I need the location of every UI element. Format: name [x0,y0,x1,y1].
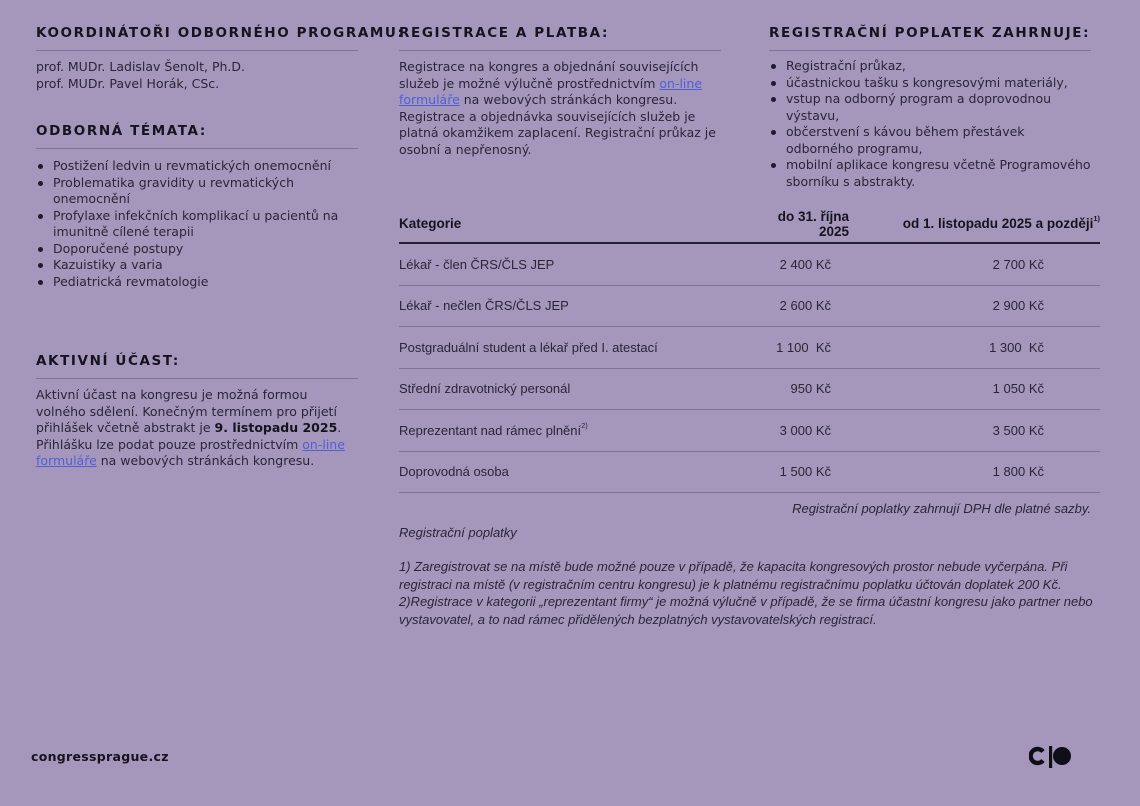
includes-item: občerstvení s kávou během přestávek odborného programu, [769,124,1091,157]
middle-column [399,0,721,158]
online-form-link[interactable]: on-line formuláře [399,75,703,107]
active-participation-section [36,353,358,470]
bullet-icon [38,164,43,169]
bullet-icon [771,130,776,135]
includes-list [769,58,1091,190]
fee-late: 2 700 Kč [992,256,1044,272]
includes-section [769,25,1091,190]
fee-category: Lékař - člen ČRS/ČLS JEP [399,256,555,272]
fee-table [399,205,1100,493]
fee-late: 1 800 Kč [992,464,1044,480]
footnote-ref: 2) [581,420,588,430]
bullet-icon [38,181,43,186]
coordinators-section [36,25,405,92]
right-column [769,0,1091,190]
bullet-icon [771,81,776,86]
bullet-icon [38,247,43,252]
bullet-icon [38,280,43,285]
bullet-icon [771,64,776,69]
fee-late: 2 900 Kč [992,298,1044,314]
footer-website-link[interactable]: congressprague.cz [31,749,169,764]
active-text: Aktivní účast na kongresu je možná formou volného sdělení. Konečným termínem pro přijetí přihlášek včetně abstrakt je 9. listopadu 2025. Přihlášku lze podat pouze prostřednictvím on-line formuláře na webových stránkách kongresu. [36,387,345,468]
bullet-icon [771,163,776,168]
coordinators-list [36,59,358,92]
fee-early: 1 500 Kč [779,464,831,480]
notes-title: Registrační poplatky [399,524,517,540]
topics-heading: ODBORNÁ TÉMATA: [36,123,358,149]
fee-late: 1 300 Kč [989,339,1044,355]
fee-category: Lékař - nečlen ČRS/ČLS JEP [399,298,569,314]
includes-heading: REGISTRAČNÍ POPLATEK ZAHRNUJE: [769,25,1091,51]
header-late: od 1. listopadu 2025 a později$^{1)}$ [902,214,1100,231]
active-heading: AKTIVNÍ ÚČAST: [36,353,358,379]
topic-item: Kazuistiky a varia [36,257,358,274]
fee-early: 2 400 Kč [779,256,831,272]
fee-late: 1 050 Kč [992,381,1044,397]
footnote-1: 1) Zaregistrovat se na místě bude možné pouze v případě, že kapacita kongresových prostor nebude vyčerpána. Při registraci na místě (v registračním centru kongresu) je k platnému registračnímu poplatku účtován doplatek 200 Kč. [399,559,1068,592]
registration-heading: REGISTRACE A PLATBA: [399,25,721,51]
includes-item: mobilní aplikace kongresu včetně Programového sborníku s abstrakty. [769,157,1091,190]
topic-item: Problematika gravidity u revmatických onemocnění [36,175,358,208]
fee-row [399,327,1100,369]
online-form-link[interactable]: on-line formuláře [36,436,345,468]
bullet-icon [38,263,43,268]
fee-late: 3 500 Kč [992,422,1044,438]
fee-category: Postgraduální student a lékař před I. atestací [399,339,658,355]
registration-section [399,25,721,158]
topics-list [36,158,358,290]
fee-category: Střední zdravotnický personál [399,381,571,397]
topic-item: Profylaxe infekčních komplikací u pacientů na imunitně cílené terapii [36,208,358,241]
header-category: Kategorie [399,216,462,231]
coordinator-name: prof. MUDr. Pavel Horák, CSc. [36,75,220,91]
abstract-deadline: 9. listopadu 2025 [214,420,338,435]
left-column [36,0,405,470]
fee-row [399,369,1100,411]
fee-row [399,410,1100,452]
fee-early: 3 000 Kč [779,422,831,438]
bullet-icon [771,97,776,102]
includes-item: účastnickou tašku s kongresovými materiály, [769,75,1091,92]
footnote-ref: 1) [1093,214,1100,223]
fee-category: Doprovodná osoba [399,464,509,480]
cp-logo-icon [1029,743,1077,769]
topic-item: Postižení ledvin u revmatických onemocnění [36,158,358,175]
topic-item: Pediatrická revmatologie [36,274,358,291]
fee-category: Reprezentant nad rámec plnění$^{2)}$ [399,420,588,438]
topics-section [36,123,358,290]
notes-section [399,500,1100,628]
fee-early: 950 Kč [790,381,831,397]
fee-row [399,452,1100,494]
fee-early: 2 600 Kč [779,298,831,314]
fee-table-header [399,205,1100,244]
header-early: do 31. října 2025 [777,208,849,239]
coordinators-heading: KOORDINÁTOŘI ODBORNÉHO PROGRAMU: [36,25,358,51]
fee-table-body [399,244,1100,493]
vat-note: Registrační poplatky zahrnují DPH dle platné sazby. [792,501,1091,516]
includes-item: vstup na odborný program a doprovodnou výstavu, [769,91,1091,124]
fee-row [399,286,1100,328]
fee-row [399,244,1100,286]
topic-item: Doporučené postupy [36,241,358,258]
footnote-2: 2)Registrace v kategorii „reprezentant firmy“ je možná výlučně v případě, že se firma účastní kongresu jako partner nebo vystavovatel, a to nad rámec přidělených bezplatných vystavovatelských registrací. [399,594,1093,627]
includes-item: Registrační průkaz, [769,58,1091,75]
coordinator-name: prof. MUDr. Ladislav Šenolt, Ph.D. [36,59,245,74]
registration-text: Registrace na kongres a objednání souvisejících služeb je možné výlučně prostřednictvím on-line formuláře na webových stránkách kongresu. Registrace a objednávka souvisejících služeb je platná okamžikem zaplacení. Registrační průkaz je osobní a nepřenosný. [399,59,716,157]
fee-early: 1 100 Kč [776,339,831,355]
bullet-icon [38,214,43,219]
